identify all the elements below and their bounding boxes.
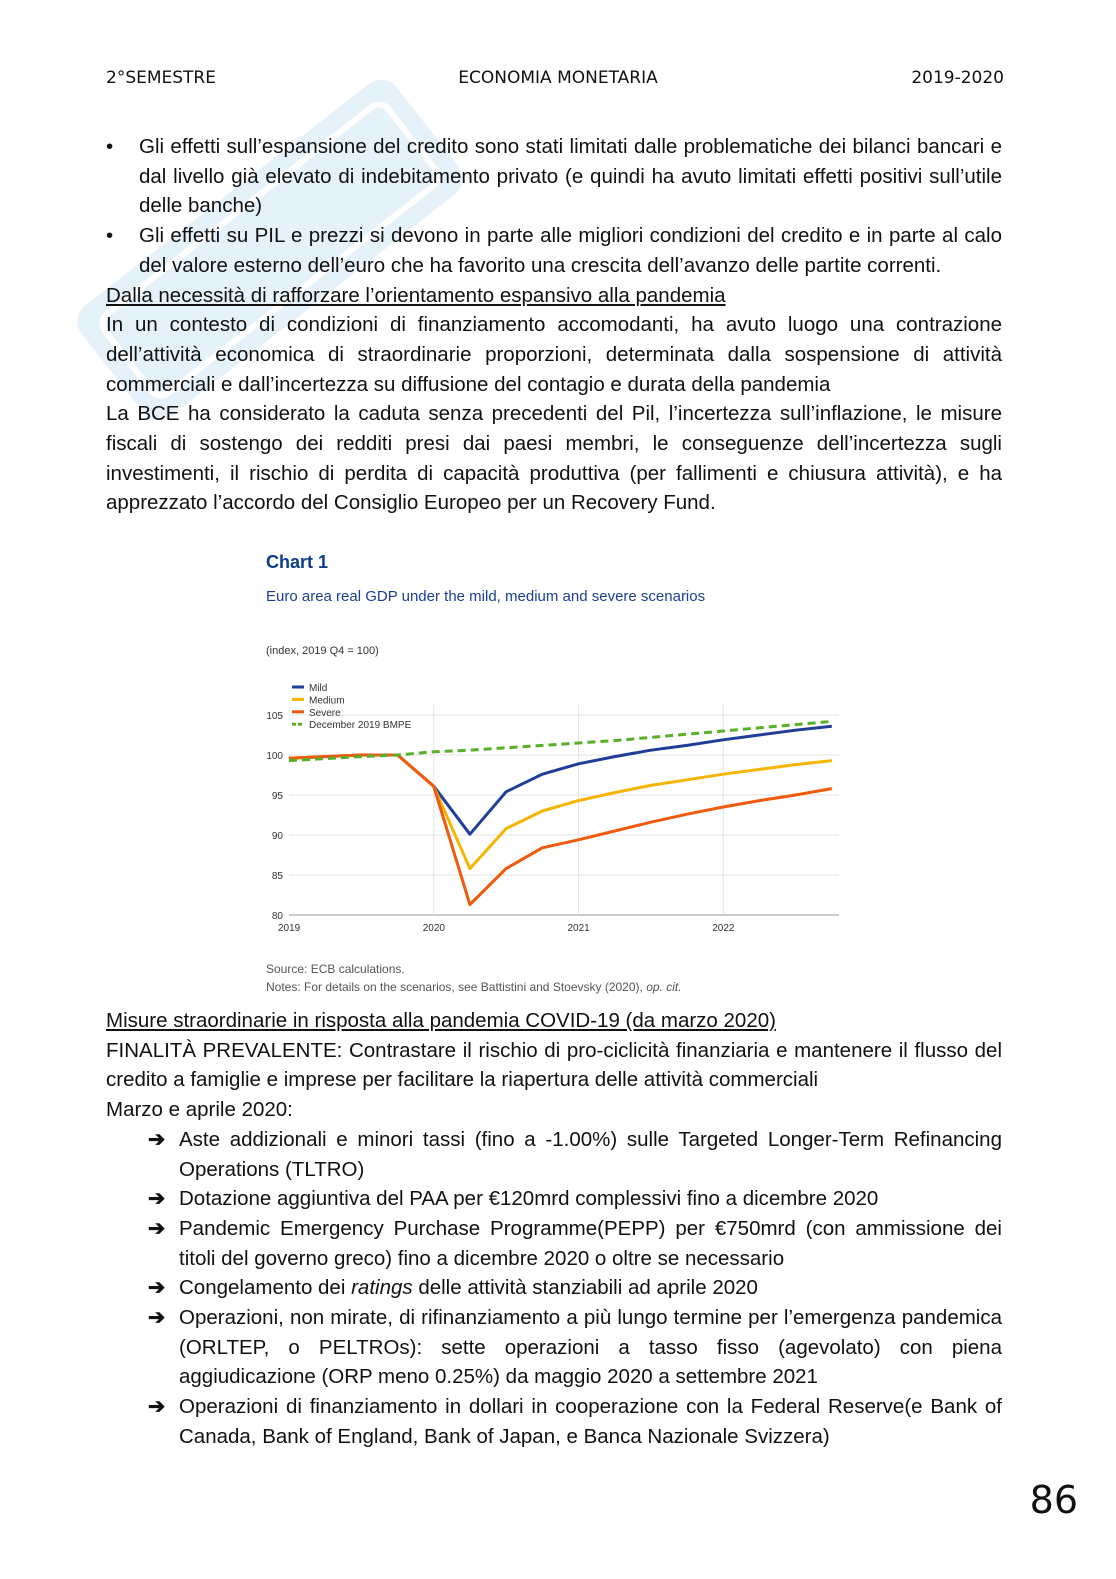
x-tick-label: 2020 [422, 923, 445, 934]
x-tick-label: 2019 [278, 923, 301, 934]
chart-title: Chart 1 [266, 552, 329, 572]
list-item-text [179, 1276, 758, 1299]
gdp-scenarios-chart [262, 550, 862, 1000]
arrow-right-icon: ➔ [148, 1187, 166, 1211]
measures-list [106, 1125, 1002, 1452]
bullet-icon: • [106, 224, 114, 248]
list-item-text: Gli effetti su PIL e prezzi si devono in parte alle migliori condizioni del credito e in parte al calo del valore esterno dell’euro che ha favorito una crescita dell’avanzo delle partite correnti. [139, 224, 1002, 277]
list-item-text: Operazioni di finanziamento in dollari in cooperazione con la Federal Reserve(e Bank of Canada, Bank of England, Bank of Japan, e Banca Nazionale Svizzera) [179, 1395, 1002, 1448]
y-tick-label: 90 [271, 831, 283, 842]
y-tick-label: 80 [271, 911, 283, 922]
list-item [106, 1214, 1002, 1273]
list-item [106, 221, 1002, 280]
y-tick-label: 85 [271, 871, 283, 882]
y-tick-label: 100 [266, 751, 283, 762]
list-item-text: Gli effetti sull’espansione del credito sono stati limitati dalle problematiche dei bilanci bancari e dal livello già elevato di indebitamento privato (e quindi ha avuto limitati effetti positivi sull’utile delle banche) [139, 135, 1002, 218]
chart-source: Source: ECB calculations. [266, 962, 405, 976]
text-block-top [106, 132, 1002, 518]
list-item-text: Pandemic Emergency Purchase Programme(PEPP) per €750mrd (con ammissione dei titoli del governo greco) fino a dicembre 2020 o oltre se necessario [179, 1216, 1002, 1270]
list-item-text: Operazioni, non mirate, di rifinanziamento a più lungo termine per l’emergenza pandemica (ORLTEP, o PELTROs): sette operazioni a tasso fisso (agevolato) con piena aggiudicazione (ORP meno 0.25%) da maggio 2020 a settembre 2021 [179, 1306, 1002, 1389]
list-item [106, 1392, 1002, 1451]
list-item-text: Aste addizionali e minori tassi (fino a -1.00%) sulle Targeted Longer-Term Refinancing Operations (TLTRO) [179, 1127, 1002, 1181]
header-year: 2019-2020 [911, 68, 1004, 88]
legend-label: Medium [309, 695, 345, 707]
list-item [106, 1273, 1002, 1303]
paragraph: FINALITÀ PREVALENTE: Contrastare il rischio di pro-ciclicità finanziaria e mantenere il flusso del credito a famiglie e imprese per facilitare la riapertura delle attività commerciali [106, 1038, 1002, 1092]
list-item [106, 132, 1002, 221]
ratings-text-before: Congelamento dei [179, 1276, 352, 1300]
section-heading-measures: Misure straordinarie in risposta alla pandemia COVID-19 (da marzo 2020) [106, 1009, 776, 1032]
chart-plot [262, 550, 862, 960]
series-line [289, 726, 832, 834]
series-line [289, 755, 832, 869]
header-semester: 2°SEMESTRE [106, 68, 216, 88]
chart-unit-label: (index, 2019 Q4 = 100) [266, 645, 379, 657]
text-block-bottom [106, 1006, 1002, 1452]
chart-notes-citation: op. cit. [646, 980, 682, 994]
list-item [106, 1184, 1002, 1214]
x-tick-label: 2022 [712, 923, 735, 934]
arrow-right-icon: ➔ [148, 1395, 166, 1419]
section-heading-pandemic: Dalla necessità di rafforzare l’orientamento espansivo alla pandemia [106, 283, 726, 307]
intro-bullet-list [106, 132, 1002, 281]
chart-subtitle: Euro area real GDP under the mild, medium and severe scenarios [266, 588, 706, 605]
list-item [106, 1125, 1002, 1184]
paragraph: La BCE ha considerato la caduta senza precedenti del Pil, l’incertezza sull’inflazione, le misure fiscali di sostengo dei redditi presi dai paesi membri, le conseguenze dell’incertezza sugli investimenti, il rischio di perdita di capacità produttiva (per fallimenti e chiusura attività), e ha apprezzato l’accordo del Consiglio Europeo per un Recovery Fund. [106, 402, 1002, 515]
paragraph: Marzo e aprile 2020: [106, 1098, 293, 1122]
bullet-icon: • [106, 135, 114, 158]
page-number: 86 [1029, 1478, 1078, 1522]
arrow-right-icon: ➔ [148, 1306, 166, 1330]
x-tick-label: 2021 [567, 923, 590, 934]
list-item-text: Dotazione aggiuntiva del PAA per €120mrd complessivi fino a dicembre 2020 [179, 1187, 879, 1211]
legend-label: Mild [309, 683, 328, 694]
paragraph: In un contesto di condizioni di finanziamento accomodanti, ha avuto luogo una contrazione dell’attività economica di straordinarie proporzioni, determinata dalla sospensione di attività commerciali e dall’incertezza su diffusione del contagio e durata della pandemia [106, 313, 1002, 396]
ratings-text-after: delle attività stanziabili ad aprile 2020 [412, 1276, 758, 1300]
arrow-right-icon: ➔ [148, 1216, 166, 1240]
chart-notes-text: Notes: For details on the scenarios, see Battistini and Stoevsky (2020), [266, 980, 647, 994]
legend-label: Severe [309, 707, 341, 719]
arrow-right-icon: ➔ [148, 1127, 166, 1151]
y-tick-label: 95 [271, 791, 283, 802]
series-line [289, 755, 832, 905]
ratings-text-italic: ratings [351, 1276, 413, 1300]
list-item [106, 1303, 1002, 1392]
y-tick-label: 105 [266, 711, 283, 722]
legend-label: December 2019 BMPE [309, 720, 412, 732]
arrow-right-icon: ➔ [148, 1276, 166, 1300]
header-course: ECONOMIA MONETARIA [458, 68, 658, 88]
chart-notes [266, 980, 682, 994]
